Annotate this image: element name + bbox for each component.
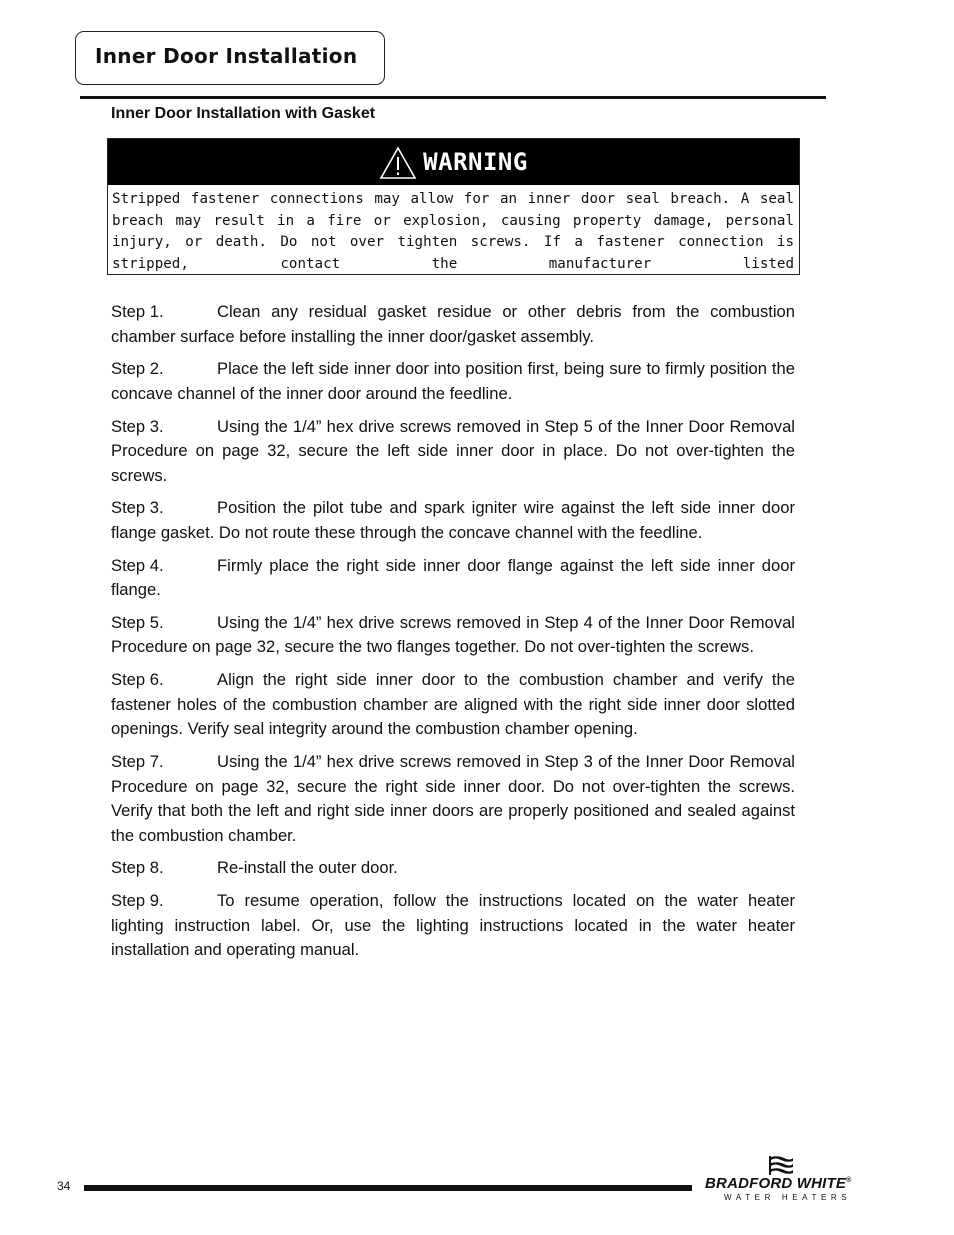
step-item <box>111 750 795 848</box>
warning-header <box>108 139 799 185</box>
step-label: Step 6. <box>111 670 164 690</box>
step-text: To resume operation, follow the instructions located on the water heater lighting instruction label. Or, use the lighting instructions located in the water heater installation and operating manual. <box>111 891 795 960</box>
step-item <box>111 611 795 660</box>
step-text: Align the right side inner door to the combustion chamber and verify the fastener holes of the combustion chamber are aligned with the right side inner door slotted openings. Verify seal integrity around the combustion chamber opening. <box>111 670 795 739</box>
step-text: Position the pilot tube and spark igniter wire against the left side inner door flange gasket. Do not route these through the concave channel with the feedline. <box>111 498 795 542</box>
section-title: Inner Door Installation with Gasket <box>111 105 376 122</box>
step-item <box>111 300 795 349</box>
step-item <box>111 415 795 489</box>
brand-logo <box>702 1155 862 1205</box>
step-label: Step 7. <box>111 752 164 772</box>
warning-box <box>107 138 800 275</box>
step-label: Step 9. <box>111 891 164 911</box>
footer-rule <box>84 1185 692 1191</box>
step-label: Step 1. <box>111 302 164 321</box>
step-label: Step 2. <box>111 359 164 379</box>
step-item <box>111 668 795 742</box>
steps-list <box>111 300 795 971</box>
warning-text: Stripped fastener connections may allow for an inner door seal breach. A seal breach may result in a fire or explosion, causing property damage, personal injury, or death. Do not over tighten screws. If a fastener connection is stripped, contact the manufacturer listed <box>112 191 794 273</box>
page-title: Inner Door Installation <box>95 44 358 68</box>
warning-triangle-icon <box>379 146 417 180</box>
step-text: Place the left side inner door into position first, being sure to firmly position the concave channel of the inner door around the feedline. <box>111 359 795 403</box>
step-item <box>111 496 795 545</box>
step-label: Step 8. <box>111 858 164 878</box>
step-item <box>111 554 795 603</box>
step-label: Step 3. <box>111 498 164 518</box>
step-text: Firmly place the right side inner door flange against the left side inner door flange. <box>111 555 795 600</box>
flag-icon <box>768 1155 794 1175</box>
header-rule <box>80 96 826 99</box>
step-text: Using the 1/4” hex drive screws removed in Step 5 of the Inner Door Removal Procedure on page 32, secure the left side inner door in place. Do not over-tighten the screws. <box>111 416 795 485</box>
step-item <box>111 889 795 963</box>
brand-name: BRADFORD WHITE® <box>705 1175 852 1192</box>
step-label: Step 3. <box>111 416 164 436</box>
step-text: Re-install the outer door. <box>217 858 398 878</box>
page-number: 34 <box>57 1179 71 1193</box>
step-item <box>111 357 795 406</box>
step-label: Step 4. <box>111 555 164 575</box>
step-text: Using the 1/4” hex drive screws removed in Step 3 of the Inner Door Removal Procedure on page 32, secure the right side inner door. Do not over-tighten the screws. Verify that both the left and right side inner doors are properly positioned and sealed against the combustion chamber. <box>111 752 795 845</box>
step-item <box>111 856 795 881</box>
step-text: Using the 1/4” hex drive screws removed in Step 4 of the Inner Door Removal Procedure on page 32, secure the two flanges together. Do not over-tighten the screws. <box>111 612 795 657</box>
warning-label: WARNING <box>423 148 528 176</box>
step-text: Clean any residual gasket residue or other debris from the combustion chamber surface before installing the inner door/gasket assembly. <box>111 302 795 346</box>
brand-subtitle: WATER HEATERS <box>724 1193 852 1202</box>
step-label: Step 5. <box>111 612 164 632</box>
